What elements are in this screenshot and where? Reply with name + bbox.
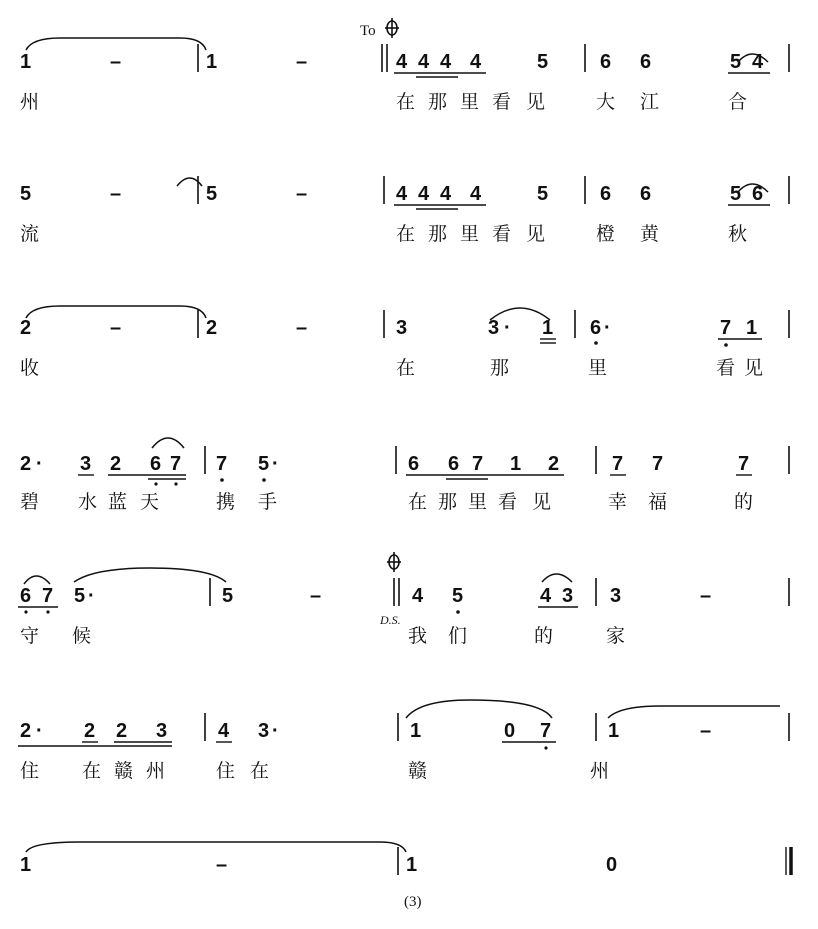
note: 5 — [730, 183, 742, 205]
lyric: 的 — [534, 625, 554, 647]
note: 3 — [562, 585, 574, 607]
lyric: 看 — [492, 91, 512, 113]
lyric: 在 — [82, 760, 102, 782]
note: 6 — [600, 183, 612, 205]
note: 1 — [746, 317, 758, 339]
ds-label: D.S. — [380, 613, 401, 627]
lyric: 见 — [526, 223, 546, 245]
system-4 — [20, 438, 789, 513]
lyric: 秋 — [728, 223, 748, 245]
lyric: 大 — [596, 91, 616, 113]
note: 2 — [206, 317, 218, 339]
note: 1 — [20, 51, 32, 73]
lyric: 州 — [590, 760, 610, 782]
note: 7 — [42, 585, 54, 607]
lyric: 看 — [498, 491, 518, 513]
dash: – — [216, 854, 228, 876]
lyric: 收 — [20, 357, 40, 379]
note: 2 — [20, 453, 32, 475]
note: 6 — [20, 585, 32, 607]
note: 7 — [738, 453, 750, 475]
note: 4 — [470, 183, 482, 205]
note: 5 — [452, 585, 464, 607]
lyric: 州 — [146, 760, 166, 782]
lyric: 看 — [492, 223, 512, 245]
lyric: 在 — [396, 91, 416, 113]
lyric: 黄 — [640, 223, 660, 245]
tie-arc — [26, 38, 206, 50]
lyric: 守 — [20, 625, 40, 647]
lower-octave-dot — [456, 610, 460, 614]
lower-octave-dot — [594, 341, 598, 345]
note: 5 — [537, 183, 549, 205]
tie-arc — [608, 706, 780, 718]
slur-arc — [24, 576, 50, 584]
lower-octave-dot — [724, 343, 728, 347]
note: 2 — [548, 453, 560, 475]
slur-arc — [542, 574, 572, 582]
note: 1 — [542, 317, 554, 339]
page-number: (3) — [404, 894, 422, 910]
dot: · — [88, 585, 95, 607]
note: 2 — [20, 317, 32, 339]
note: 7 — [652, 453, 664, 475]
system-1 — [20, 18, 789, 113]
lyric: 在 — [396, 357, 416, 379]
lyric: 那 — [490, 357, 510, 379]
note: 2 — [84, 720, 96, 742]
lyric: 福 — [648, 491, 668, 513]
dot: · — [604, 317, 611, 339]
note: 2 — [110, 453, 122, 475]
note: 3 — [80, 453, 92, 475]
lyric: 见 — [744, 357, 764, 379]
note: 6 — [448, 453, 460, 475]
dash: – — [700, 585, 712, 607]
note: 7 — [216, 453, 228, 475]
lower-octave-dot — [154, 482, 157, 485]
lyric: 橙 — [596, 223, 616, 245]
note: 4 — [412, 585, 424, 607]
system-2 — [20, 176, 789, 245]
slur-arc — [152, 438, 184, 448]
note: 3 — [488, 317, 500, 339]
note: 0 — [606, 854, 618, 876]
dot: · — [272, 720, 279, 742]
lyric: 里 — [468, 491, 488, 513]
lyric: 家 — [606, 625, 626, 647]
to-coda-label: To — [360, 23, 376, 39]
lyric: 那 — [428, 223, 448, 245]
lyric: 合 — [728, 91, 748, 113]
lyric: 的 — [734, 491, 754, 513]
lyric: 我 — [408, 625, 428, 647]
lyric: 候 — [72, 625, 92, 647]
lyric: 看 — [716, 357, 736, 379]
system-5 — [18, 552, 789, 647]
note: 4 — [752, 51, 764, 73]
lyric: 们 — [448, 625, 468, 647]
note: 5 — [74, 585, 86, 607]
note: 6 — [640, 183, 652, 205]
system-6 — [18, 700, 789, 782]
note: 7 — [472, 453, 484, 475]
dash: – — [296, 183, 308, 205]
lyric: 里 — [460, 91, 480, 113]
dot: · — [36, 720, 43, 742]
note: 6 — [408, 453, 420, 475]
lyric: 在 — [408, 491, 428, 513]
note: 4 — [540, 585, 552, 607]
note: 1 — [608, 720, 620, 742]
note: 5 — [20, 183, 32, 205]
lyric: 那 — [428, 91, 448, 113]
note: 6 — [752, 183, 764, 205]
note: 4 — [440, 183, 452, 205]
lyric: 住 — [20, 760, 40, 782]
note: 4 — [218, 720, 230, 742]
note: 4 — [470, 51, 482, 73]
note: 2 — [20, 720, 32, 742]
lyric: 见 — [526, 91, 546, 113]
lyric: 碧 — [20, 491, 40, 513]
lyric: 手 — [258, 491, 278, 513]
tie-arc — [74, 568, 226, 582]
dot: · — [504, 317, 511, 339]
lyric: 在 — [250, 760, 270, 782]
lyric: 在 — [396, 223, 416, 245]
lower-octave-dot — [24, 610, 27, 613]
lower-octave-dot — [174, 482, 177, 485]
note: 5 — [222, 585, 234, 607]
dash: – — [310, 585, 322, 607]
note: 7 — [540, 720, 552, 742]
note: 3 — [396, 317, 408, 339]
note: 6 — [600, 51, 612, 73]
lyric: 幸 — [608, 491, 628, 513]
lyric: 天 — [140, 491, 160, 513]
note: 1 — [406, 854, 418, 876]
note: 5 — [258, 453, 270, 475]
note: 4 — [396, 183, 408, 205]
note: 4 — [418, 183, 430, 205]
lyric: 见 — [532, 491, 552, 513]
note: 2 — [116, 720, 128, 742]
lyric: 水 — [78, 491, 98, 513]
lyric: 流 — [20, 223, 40, 245]
lyric: 州 — [20, 91, 40, 113]
note: 4 — [440, 51, 452, 73]
coda-sign-icon — [385, 18, 399, 38]
note: 6 — [590, 317, 602, 339]
dash: – — [296, 51, 308, 73]
note: 7 — [720, 317, 732, 339]
dash: – — [296, 317, 308, 339]
tie-arc — [406, 700, 552, 718]
note: 4 — [396, 51, 408, 73]
lyric: 住 — [216, 760, 236, 782]
lyric: 蓝 — [108, 491, 128, 513]
note: 4 — [418, 51, 430, 73]
note: 1 — [20, 854, 32, 876]
dash: – — [700, 720, 712, 742]
lower-octave-dot — [262, 478, 266, 482]
note: 6 — [640, 51, 652, 73]
note: 7 — [612, 453, 624, 475]
lower-octave-dot — [46, 610, 49, 613]
lyric: 那 — [438, 491, 458, 513]
note: 0 — [504, 720, 516, 742]
dash: – — [110, 317, 122, 339]
lyric: 赣 — [408, 760, 428, 782]
note: 1 — [206, 51, 218, 73]
note: 5 — [730, 51, 742, 73]
note: 5 — [206, 183, 218, 205]
lower-octave-dot — [220, 478, 224, 482]
note: 3 — [610, 585, 622, 607]
system-7 — [20, 842, 791, 876]
lyric: 携 — [216, 491, 236, 513]
dot: · — [272, 453, 279, 475]
tie-arc — [26, 842, 406, 852]
dash: – — [110, 51, 122, 73]
note: 5 — [537, 51, 549, 73]
lyric: 江 — [640, 91, 660, 113]
system-3 — [20, 306, 789, 379]
note: 6 — [150, 453, 162, 475]
note: 7 — [170, 453, 182, 475]
dot: · — [36, 453, 43, 475]
note: 1 — [510, 453, 522, 475]
lower-octave-dot — [544, 746, 547, 749]
note: 1 — [410, 720, 422, 742]
dash: – — [110, 183, 122, 205]
note: 3 — [156, 720, 168, 742]
lyric: 里 — [460, 223, 480, 245]
note: 3 — [258, 720, 270, 742]
lyric: 里 — [588, 357, 608, 379]
lyric: 赣 — [114, 760, 134, 782]
segno-sign-icon — [387, 552, 401, 572]
